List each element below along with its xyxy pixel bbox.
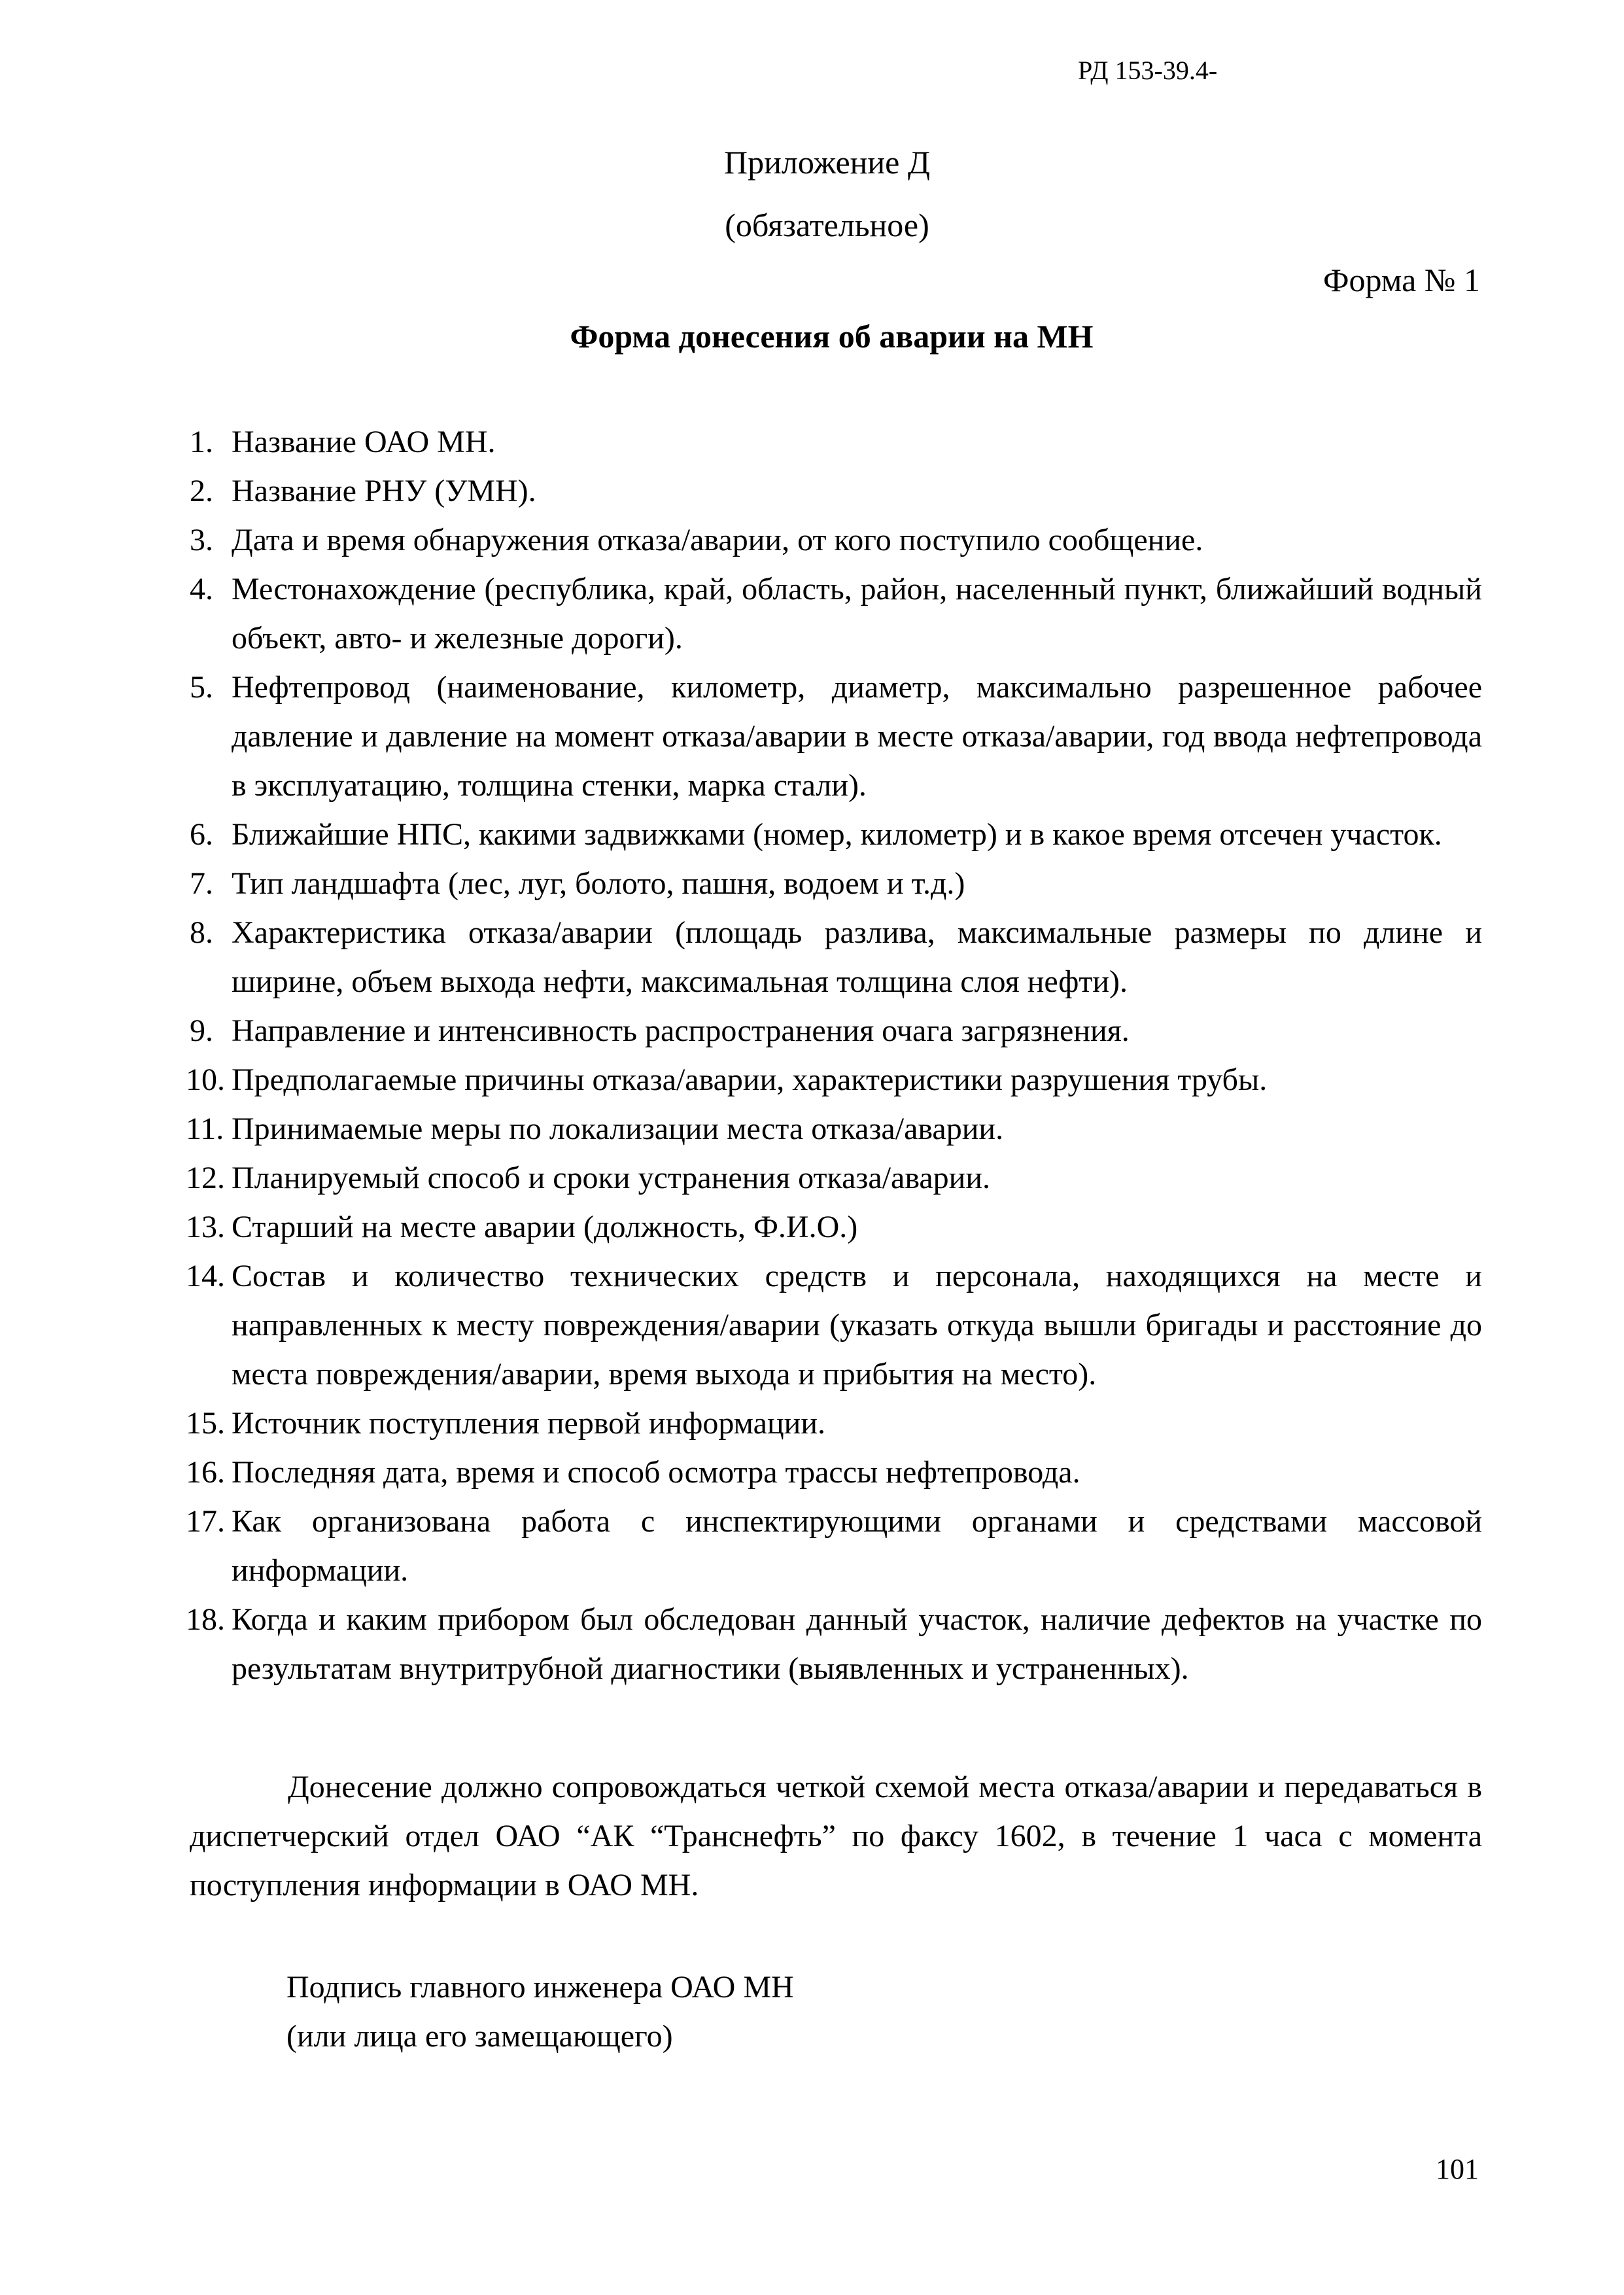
list-item [190, 1006, 1482, 1055]
item-number: 2. [190, 474, 213, 508]
signature-line-title: Подпись главного инженера ОАО МН [286, 1970, 794, 2005]
list-item [186, 1104, 1482, 1153]
item-number: 8. [190, 915, 213, 950]
item-text: Последняя дата, время и способ осмотра трассы нефтепровода. [232, 1455, 1080, 1490]
item-number: 4. [190, 572, 213, 606]
item-text: Название РНУ (УМН). [232, 474, 536, 508]
item-number: 13. [186, 1210, 225, 1244]
list-item [190, 908, 1482, 1006]
item-number: 6. [190, 817, 213, 852]
item-text: Старший на месте аварии (должность, Ф.И.О.) [232, 1210, 858, 1244]
item-number: 14. [186, 1259, 225, 1293]
list-item [190, 466, 1482, 516]
item-number: 11. [186, 1112, 224, 1146]
list-item [190, 516, 1482, 565]
item-text: Характеристика отказа/аварии (площадь разлива, максимальные размеры по длине и ширине, объем выхода нефти, максимальная толщина слоя нефти). [232, 915, 1482, 999]
item-number: 17. [186, 1504, 225, 1539]
list-item [186, 1153, 1482, 1202]
item-text: Направление и интенсивность распространения очага загрязнения. [232, 1013, 1130, 1048]
list-item [186, 1055, 1482, 1104]
signature-line-note: (или лица его замещающего) [286, 2019, 673, 2054]
item-number: 3. [190, 523, 213, 557]
appendix-title: Приложение Д [724, 144, 930, 181]
list-item [186, 1595, 1482, 1693]
list-item [190, 565, 1482, 663]
list-item [190, 810, 1482, 859]
list-item [190, 417, 1482, 466]
item-number: 18. [186, 1602, 225, 1637]
item-text: Дата и время обнаружения отказа/аварии, от кого поступило сообщение. [232, 523, 1203, 557]
item-text: Принимаемые меры по локализации места отказа/аварии. [232, 1112, 1004, 1146]
list-item [186, 1448, 1482, 1497]
item-number: 12. [186, 1161, 225, 1195]
item-text: Тип ландшафта (лес, луг, болото, пашня, водоем и т.д.) [232, 866, 965, 901]
list-item [190, 663, 1482, 810]
list-item [186, 1399, 1482, 1448]
appendix-subtitle: (обязательное) [725, 207, 929, 243]
item-text: Источник поступления первой информации. [232, 1406, 826, 1441]
item-text: Ближайшие НПС, какими задвижками (номер, километр) и в какое время отсечен участок. [232, 817, 1442, 852]
item-text: Как организована работа с инспектирующими органами и средствами массовой информации. [232, 1504, 1482, 1588]
list-item [186, 1497, 1482, 1595]
form-number: Форма № 1 [1323, 262, 1480, 298]
item-text: Предполагаемые причины отказа/аварии, характеристики разрушения трубы. [232, 1062, 1268, 1097]
signature-block [286, 1963, 794, 2061]
list-item [186, 1252, 1482, 1399]
page-number: 101 [1436, 2153, 1479, 2185]
form-title: Форма донесения об аварии на МН [570, 318, 1094, 355]
item-text: Местонахождение (республика, край, область, район, населенный пункт, ближайший водный объект, авто- и железные дороги). [232, 572, 1482, 656]
document-code: РД 153-39.4- [1078, 56, 1218, 85]
list-item [190, 859, 1482, 908]
item-number: 7. [190, 866, 213, 901]
list-item [186, 1202, 1482, 1252]
closing-paragraph: Донесение должно сопровождаться четкой схемой места отказа/аварии и передаваться в диспетчерский отдел ОАО “АК “Транснефть” по факсу 1602, в течение 1 часа с момента поступления информации в ОАО МН. [190, 1770, 1482, 1902]
item-text: Когда и каким прибором был обследован данный участок, наличие дефектов на участке по результатам внутритрубной диагностики (выявленных и устраненных). [232, 1602, 1482, 1686]
item-text: Нефтепровод (наименование, километр, диаметр, максимально разрешенное рабочее давление и давление на момент отказа/аварии в месте отказа/аварии, год ввода нефтепровода в эксплуатацию, толщина стенки, марка стали). [232, 670, 1482, 803]
item-number: 16. [186, 1455, 225, 1490]
item-text: Название ОАО МН. [232, 425, 496, 459]
item-number: 9. [190, 1013, 213, 1048]
report-items-list [186, 417, 1482, 1693]
item-number: 10. [186, 1062, 225, 1097]
item-number: 15. [186, 1406, 225, 1441]
item-text: Планируемый способ и сроки устранения отказа/аварии. [232, 1161, 991, 1195]
item-text: Состав и количество технических средств и персонала, находящихся на месте и направленных к месту повреждения/аварии (указать откуда вышли бригады и расстояние до места повреждения/аварии, время выхода и прибытия на место). [232, 1259, 1482, 1392]
item-number: 1. [190, 425, 213, 459]
item-number: 5. [190, 670, 213, 705]
